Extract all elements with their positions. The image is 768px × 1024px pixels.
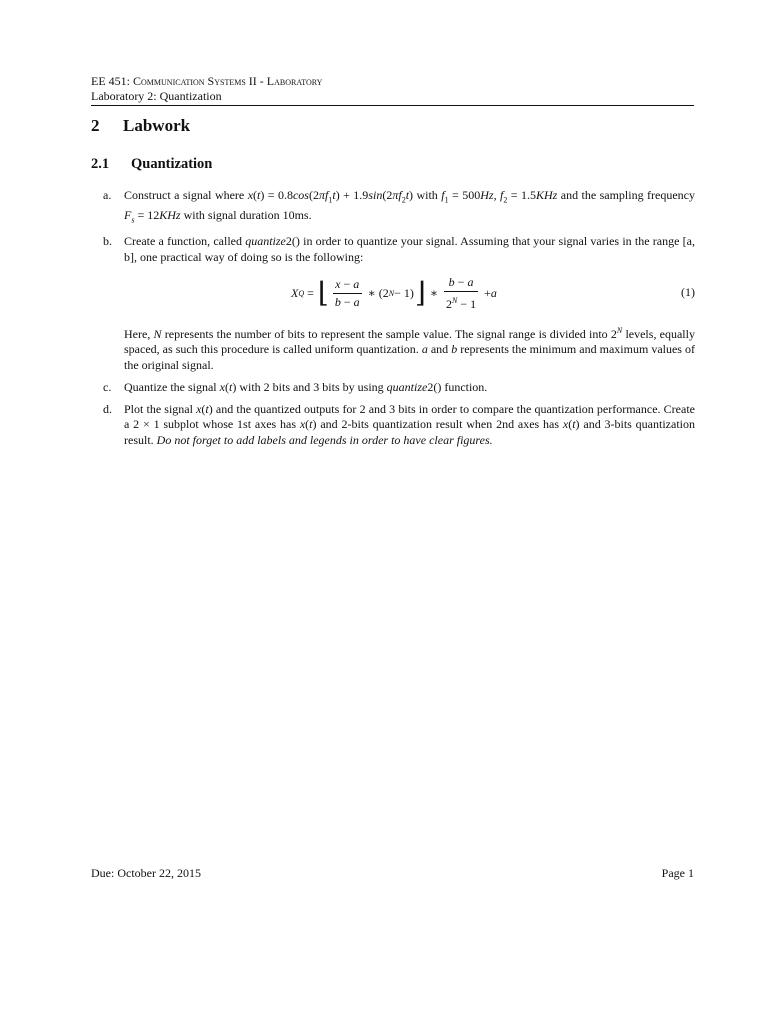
task-label: c.	[103, 379, 112, 394]
subsection-number: 2.1	[91, 156, 110, 172]
subsection-title: Quantization	[131, 156, 213, 172]
course-line: EE 451: Communication Systems II - Laboratory	[91, 74, 323, 88]
task-c: c. Quantize the signal x(t) with 2 bits and 3 bits by using quantize2() function.	[103, 379, 488, 394]
page-number: Page 1	[661, 866, 694, 880]
note: Do not forget to add labels and legends in order to have clear figures.	[156, 432, 493, 447]
signal-formula: x	[247, 188, 254, 202]
section-number: 2	[91, 116, 100, 135]
function-name: quantize	[386, 379, 428, 394]
task-b: b. Create a function, called quantize2() in order to quantize your signal. Assuming that your signal varies in the range [a, b], one practical way of doing so is the following: X Q = ⌊ $\frac{x - a}{b - a}$ ∗ (2 N − 1) ⌋ ∗ $\frac{b - a}{2^N - 1}$ + a (1) Here, N represents the number of bits to represent the sample value. The signal range is divided into $2^N$ levels, equally spaced, as such this procedure is called uniform quantization. a and b represents the minimum and maximum values of the original signal.	[103, 234, 696, 372]
due-date: Due: October 22, 2015	[91, 866, 201, 880]
task-list	[103, 188, 695, 455]
function-name: quantize	[245, 234, 286, 249]
running-header	[91, 74, 694, 104]
section-title: Labwork	[123, 116, 191, 135]
task-label: b.	[103, 234, 112, 249]
task-label: d.	[103, 402, 112, 417]
task-d: d. Plot the signal x(t) and the quantized outputs for 2 and 3 bits in order to compare the quantization performance. Create a 2 × 1 subplot whose 1st axes has x(t) and 2-bits quantization result when 2nd axes has x(t) and 3-bits quantization result. Do not forget to add labels and legends in order to have clear figures.	[103, 402, 695, 447]
course-name: Communication Systems II - Laboratory	[133, 74, 323, 88]
equation-number: (1)	[681, 284, 695, 299]
subsection-heading	[91, 156, 212, 173]
header-rule	[91, 105, 694, 106]
lab-title: Laboratory 2: Quantization	[91, 89, 222, 103]
section-heading	[91, 116, 190, 136]
task-label: a.	[103, 188, 112, 202]
quantization-equation: X Q = ⌊ $\frac{x - a}{b - a}$ ∗ (2 N − 1) ⌋ ∗ $\frac{b - a}{2^N - 1}$ + a (1)	[291, 274, 695, 312]
task-a: a. Construct a signal where $x(t) = 0.8\cos(2\pi f_1t) + 1.9\sin(2\pi f_2t)$ with $f_1 = 500Hz$, $f_2 = 1.5KHz$ and the sampling frequency $F_s = 12KHz$ with signal duration 10ms.	[103, 188, 696, 225]
